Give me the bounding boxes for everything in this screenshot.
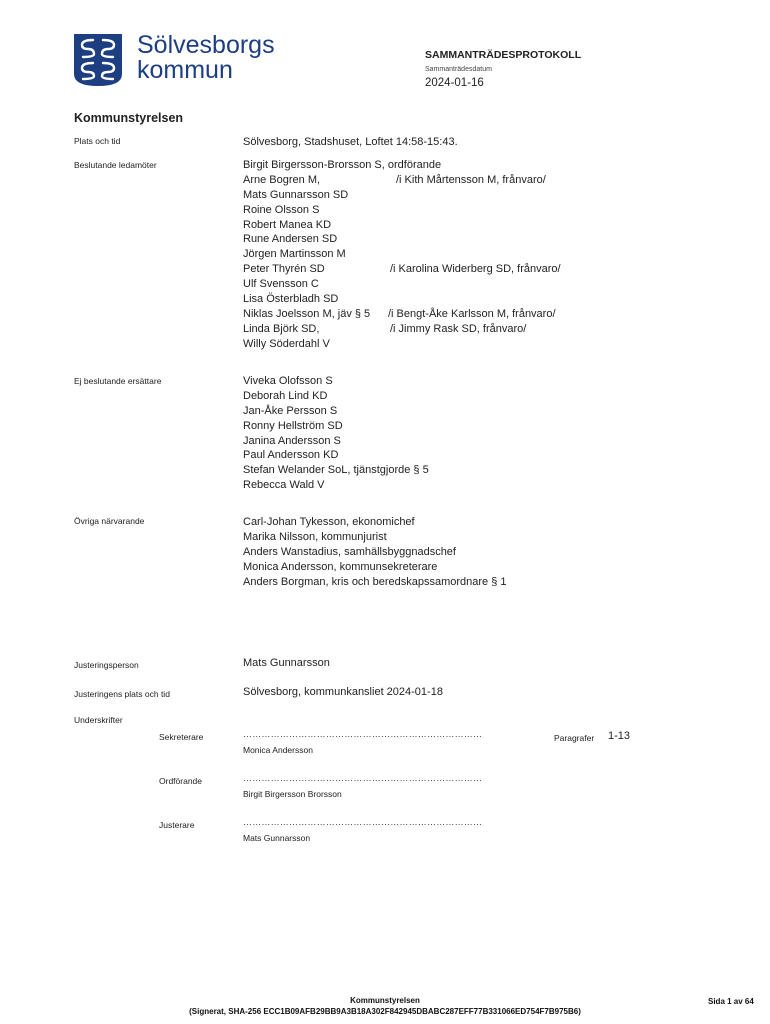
signature-role: Sekreterare <box>159 732 204 742</box>
member-note: /i Karolina Widerberg SD, frånvaro/ <box>390 263 561 276</box>
adjust-place-value: Sölvesborg, kommunkansliet 2024-01-18 <box>243 686 443 698</box>
adjuster-label: Justeringsperson <box>74 660 139 670</box>
signatures-label: Underskrifter <box>74 715 123 725</box>
member-row: Mats Gunnarsson SD <box>243 188 349 201</box>
substitutes-list <box>243 374 429 493</box>
municipality-logo-icon <box>74 34 122 86</box>
member-row: Niklas Joelsson M, jäv § 5 /i Bengt-Åke Karlsson M, frånvaro/ <box>243 307 556 320</box>
logo-wordmark <box>137 33 275 83</box>
date-label: Sammanträdesdatum <box>425 66 492 73</box>
member-note: /i Bengt-Åke Karlsson M, frånvaro/ <box>388 307 556 320</box>
other-row: Carl-Johan Tykesson, ekonomichef <box>243 516 415 528</box>
member-row: Peter Thyrén SD /i Karolina Widerberg SD, frånvaro/ <box>243 263 561 276</box>
member-row: Birgit Birgersson-Brorsson S, ordförande <box>243 159 442 171</box>
footer-title: Kommunstyrelsen <box>350 996 420 1005</box>
place-value: Sölvesborg, Stadshuset, Loftet 14:58-15:43. <box>243 136 458 148</box>
substitute-row: Viveka Olofsson S <box>243 375 333 387</box>
logo-line2: kommun <box>137 56 233 84</box>
members-label: Beslutande ledamöter <box>74 160 157 170</box>
others-list <box>243 515 507 589</box>
member-note: /i Kith Mårtensson M, frånvaro/ <box>396 173 546 186</box>
signature-name: Birgit Birgersson Brorsson <box>243 789 342 799</box>
other-row: Anders Wanstadius, samhällsbyggnadschef <box>243 545 456 558</box>
signature-line: …………………………………………………………………… <box>243 817 483 827</box>
member-note: /i Jimmy Rask SD, frånvaro/ <box>390 322 527 335</box>
signature-line: …………………………………………………………………… <box>243 729 483 739</box>
member-row: Roine Olsson S <box>243 203 320 216</box>
substitute-row: Ronny Hellström SD <box>243 419 343 432</box>
adjuster-value: Mats Gunnarsson <box>243 657 330 669</box>
member-row: Rune Andersen SD <box>243 233 338 246</box>
signature-role: Justerare <box>159 820 195 830</box>
logo-line1: Sölvesborgs <box>137 31 275 59</box>
members-list <box>243 158 663 352</box>
other-row: Marika Nilsson, kommunjurist <box>243 530 387 543</box>
member-row: Ulf Svensson C <box>243 278 319 291</box>
substitute-row: Rebecca Wald V <box>243 479 325 492</box>
page-number: Sida 1 av 64 <box>708 997 754 1006</box>
substitute-row: Paul Andersson KD <box>243 449 339 462</box>
member-row: Lisa Österbladh SD <box>243 293 339 306</box>
document-type: SAMMANTRÄDESPROTOKOLL <box>425 49 582 61</box>
substitutes-label: Ej beslutande ersättare <box>74 376 162 386</box>
signature-name: Mats Gunnarsson <box>243 833 311 843</box>
adjust-place-label: Justeringens plats och tid <box>74 689 170 699</box>
signature-role: Ordförande <box>159 776 202 786</box>
substitute-row: Stefan Welander SoL, tjänstgjorde § 5 <box>243 464 429 477</box>
section-title: Kommunstyrelsen <box>74 111 184 125</box>
member-row: Arne Bogren M, /i Kith Mårtensson M, frånvaro/ <box>243 173 546 186</box>
member-row: Jörgen Martinsson M <box>243 248 346 261</box>
others-label: Övriga närvarande <box>74 516 145 526</box>
paragraphs-value: 1-13 <box>608 730 631 742</box>
substitute-row: Janina Andersson S <box>243 434 341 447</box>
other-row: Monica Andersson, kommunsekreterare <box>243 560 438 573</box>
place-label: Plats och tid <box>74 136 121 146</box>
other-row: Anders Borgman, kris och beredskapssamordnare § 1 <box>243 575 507 588</box>
meeting-date: 2024-01-16 <box>425 77 484 89</box>
substitute-row: Jan-Åke Persson S <box>243 404 338 417</box>
substitute-row: Deborah Lind KD <box>243 389 328 402</box>
signature-line: …………………………………………………………………… <box>243 773 483 783</box>
signature-name: Monica Andersson <box>243 745 313 755</box>
member-row: Willy Söderdahl V <box>243 337 330 350</box>
member-row: Linda Björk SD, /i Jimmy Rask SD, frånvaro/ <box>243 322 527 335</box>
paragraphs-label: Paragrafer <box>554 733 595 743</box>
member-row: Robert Manea KD <box>243 218 332 231</box>
footer-hash: (Signerat, SHA-256 ECC1B09AFB29BB9A3B18A302F842945DBABC287EFF77B331066ED754F7B975B6) <box>189 1007 581 1016</box>
